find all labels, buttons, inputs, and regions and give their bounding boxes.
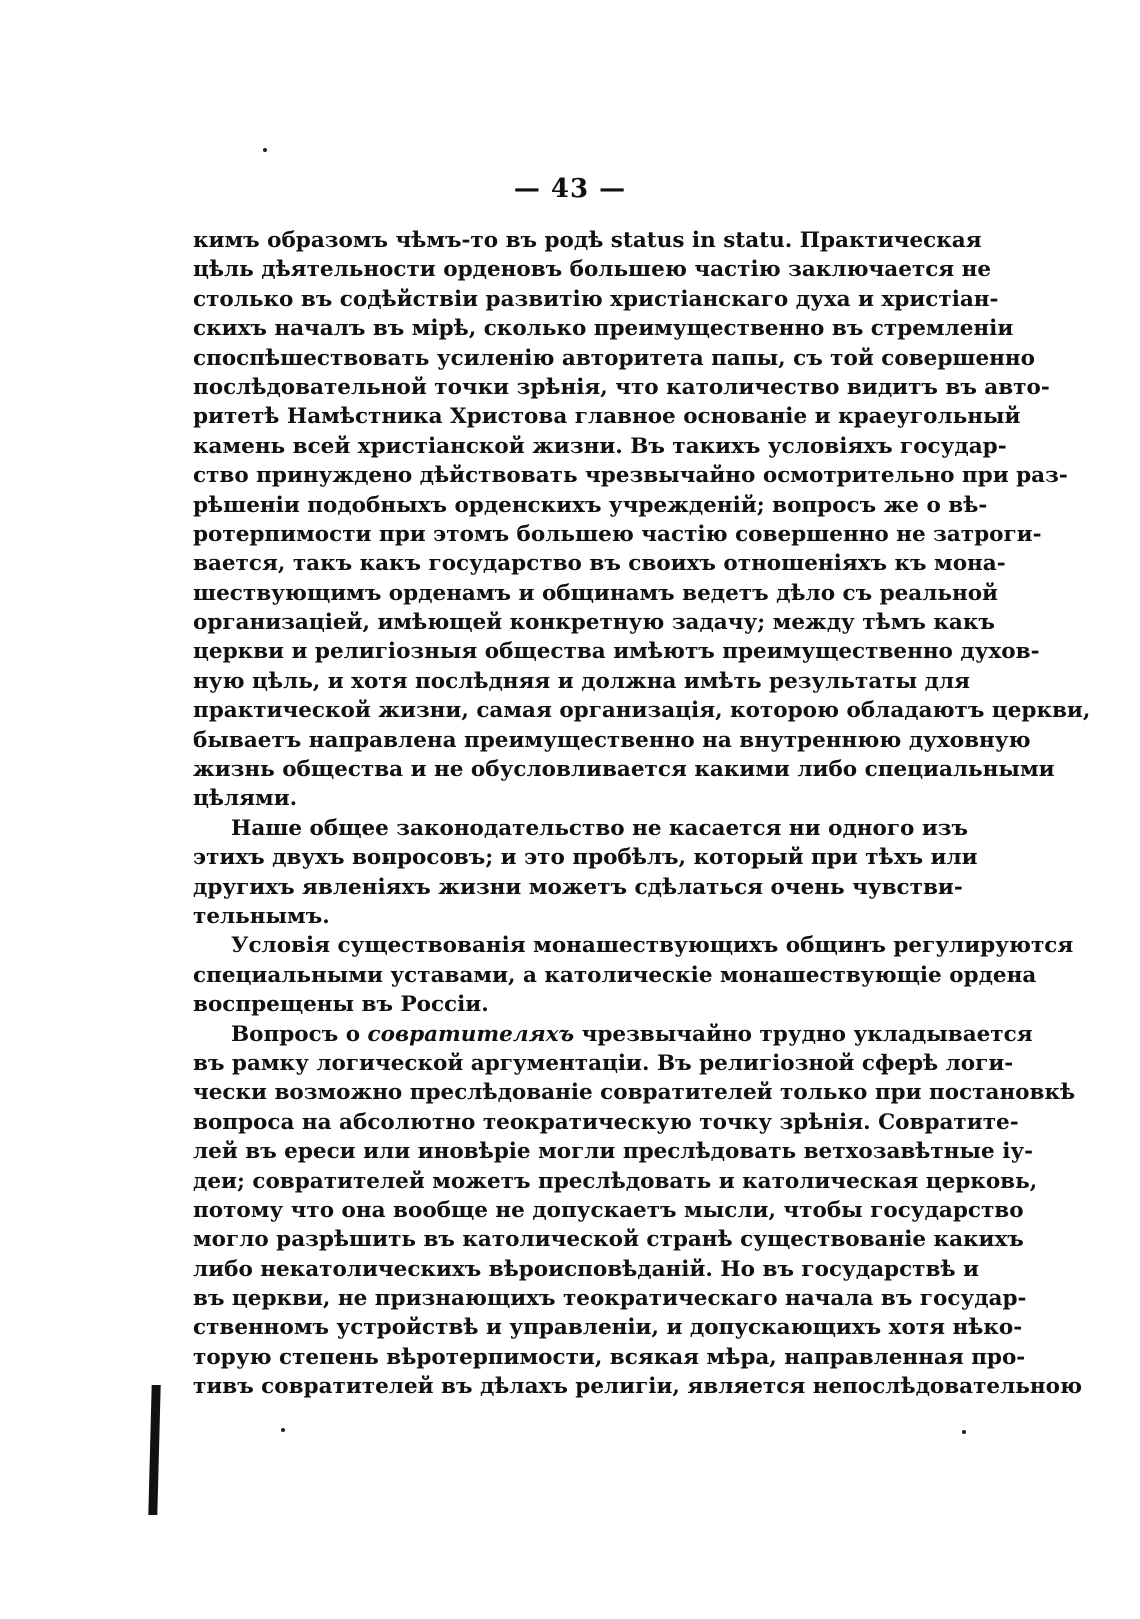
text-line: шествующимъ орденамъ и общинамъ ведетъ дѣло съ реальной [193, 580, 999, 606]
page-number: — 43 — [513, 174, 627, 204]
scan-edge-mark [148, 1385, 160, 1515]
text-line: этихъ двухъ вопросовъ; и это пробѣлъ, который при тѣхъ или [193, 845, 978, 871]
text-line: тельнымъ. [193, 903, 330, 929]
text-line: ство принуждено дѣйствовать чрезвычайно осмотрительно при раз- [193, 463, 1068, 489]
text-line: деи; совратителей можетъ преслѣдовать и католическая церковь, [193, 1168, 1038, 1194]
text-line: камень всей христіанской жизни. Въ такихъ условіяхъ государ- [193, 433, 1007, 459]
scan-speck [263, 148, 267, 152]
text-line: въ рамку логической аргументаціи. Въ религіозной сферѣ логи- [193, 1050, 1014, 1076]
text-line: вопроса на абсолютно теократическую точку зрѣнія. Совратите- [193, 1109, 1019, 1135]
text-line: вается, такъ какъ государство въ своихъ отношеніяхъ къ мона- [193, 551, 1006, 577]
text-line: ственномъ устройствѣ и управленіи, и допускающихъ хотя нѣко- [193, 1315, 1023, 1341]
text-line: цѣль дѣятельности орденовъ большею частію заключается не [193, 257, 992, 283]
text-line: лей въ ереси или иновѣріе могли преслѣдовать ветхозавѣтные іу- [193, 1139, 1034, 1165]
text-line: кимъ образомъ чѣмъ-то въ родѣ status in statu. Практическая [193, 228, 982, 253]
scan-speck [962, 1430, 966, 1434]
text-line: тивъ совратителей въ дѣлахъ религіи, является непослѣдовательною [193, 1374, 1082, 1400]
text-line: послѣдовательной точки зрѣнія, что католичество видитъ въ авто- [193, 374, 1050, 400]
text-line: другихъ явленіяхъ жизни можетъ сдѣлаться очень чувстви- [193, 874, 963, 900]
text-line: торую степень вѣротерпимости, всякая мѣра, направленная про- [193, 1344, 1026, 1370]
emphasized-term: совратителяхъ [367, 1021, 575, 1047]
text-line: Наше общее законодательство не касается ни одного изъ [231, 815, 969, 841]
text-line: цѣлями. [193, 786, 298, 812]
text-line: рѣшеніи подобныхъ орденскихъ учрежденій; вопросъ же о вѣ- [193, 492, 988, 518]
text-line: организаціей, имѣющей конкретную задачу; между тѣмъ какъ [193, 610, 995, 636]
text-line: воспрещены въ Россіи. [193, 992, 489, 1018]
text-line: либо некатолическихъ вѣроисповѣданій. Но въ государствѣ и [193, 1256, 979, 1282]
text-line: церкви и религіозныя общества имѣютъ преимущественно духов- [193, 639, 1040, 665]
text-line-segment: чрезвычайно трудно укладывается [574, 1021, 1033, 1047]
text-line: Условія существованія монашествующихъ общинъ регулируются [231, 933, 1074, 959]
text-line [193, 1020, 1033, 1049]
text-line: скихъ началъ въ мірѣ, сколько преимущественно въ стремленіи [193, 316, 1014, 342]
text-line: бываетъ направлена преимущественно на внутреннюю духовную [193, 727, 1031, 753]
text-line: ритетѣ Намѣстника Христова главное основаніе и краеугольный [193, 404, 1021, 430]
text-line: въ церкви, не признающихъ теократическаго начала въ государ- [193, 1286, 1027, 1312]
text-line: специальными уставами, а католическіе монашествующіе ордена [193, 962, 1037, 988]
text-line: ротерпимости при этомъ большею частію совершенно не затроги- [193, 521, 1042, 547]
text-line: ную цѣль, и хотя послѣдняя и должна имѣть результаты для [193, 668, 970, 694]
scan-speck [281, 1428, 285, 1432]
text-line: потому что она вообще не допускаетъ мысли, чтобы государство [193, 1197, 1024, 1223]
text-line: практической жизни, самая организація, которою обладаютъ церкви, [193, 698, 1091, 724]
text-line: столько въ содѣйствіи развитію христіанскаго духа и христіан- [193, 286, 999, 312]
text-line: чески возможно преслѣдованіе совратителей только при постановкѣ [193, 1080, 1076, 1106]
text-line: могло разрѣшить въ католической странѣ существованіе какихъ [193, 1227, 1024, 1253]
text-line-segment: Вопросъ о [231, 1021, 368, 1047]
text-line: споспѣшествовать усиленію авторитета папы, съ той совершенно [193, 345, 1035, 371]
body-text [193, 226, 1091, 1402]
text-line: жизнь общества и не обусловливается какими либо специальными [193, 757, 1055, 783]
